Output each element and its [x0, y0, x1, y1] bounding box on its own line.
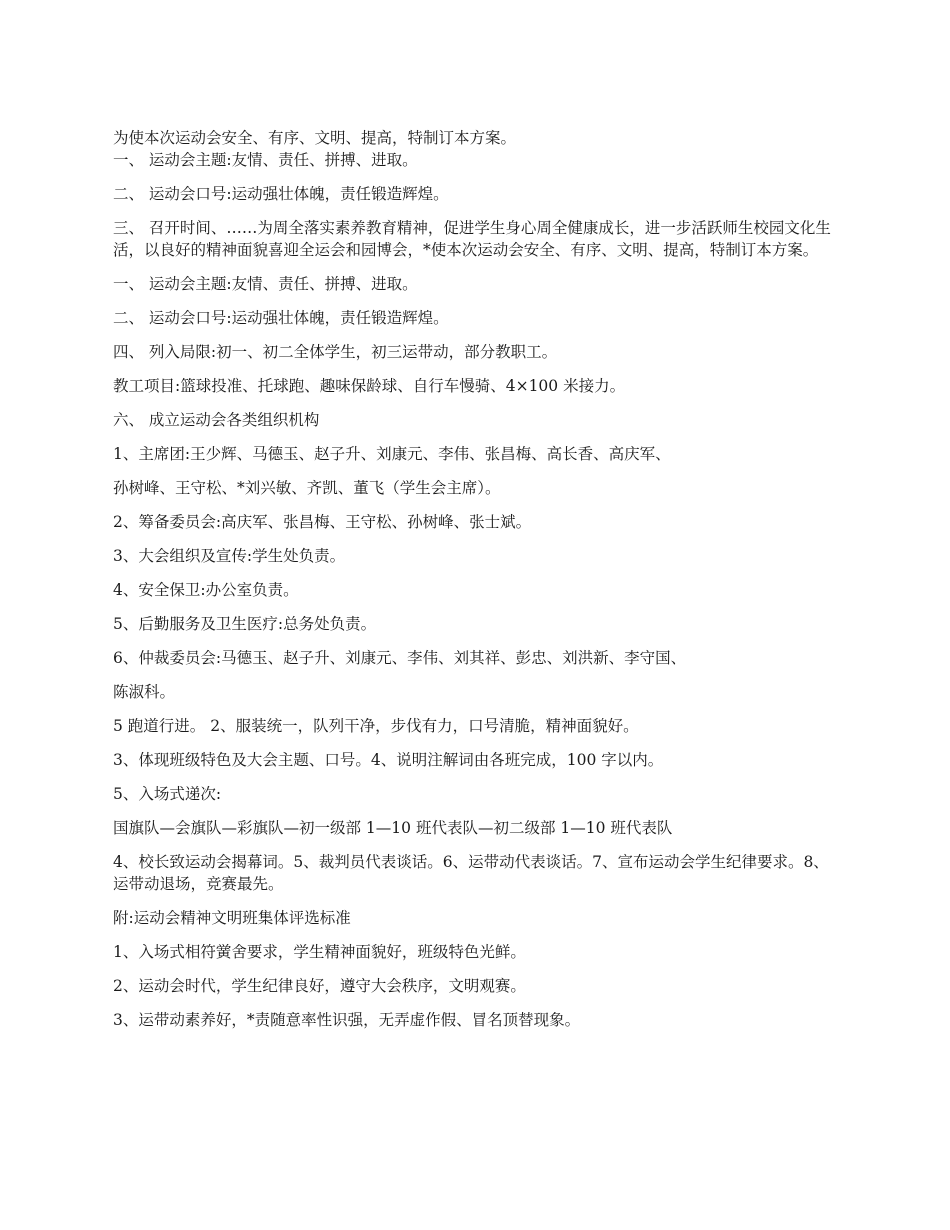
theme-paragraph: 一、 运动会主题:友情、责任、拼搏、进取。	[113, 151, 418, 169]
document-body	[113, 127, 843, 1043]
presidium-line-2: 孙树峰、王守松、*刘兴敏、齐凯、董飞（学生会主席）。	[113, 479, 501, 497]
arbitration-line-2: 陈淑科。	[113, 683, 176, 701]
staff-events-paragraph: 教工项目:篮球投准、托球跑、趣味保龄球、自行车慢骑、4×100 米接力。	[113, 377, 626, 395]
appendix-heading: 附:运动会精神文明班集体评选标准	[113, 909, 351, 927]
scope-paragraph: 四、 列入局限:初一、初二全体学生，初三运带动，部分教职工。	[113, 343, 558, 361]
time-paragraph: 三、 召开时间、……为周全落实素养教育精神，促进学生身心周全健康成长，进一步活跃师生校园文化生活，以良好的精神面貌喜迎全运会和园博会，*使本次运动会安全、有序、文明、提高，特制订本方案。	[113, 219, 831, 259]
march-paragraph: 5 跑道行进。 2、服装统一，队列干净，步伐有力，口号清脆，精神面貌好。	[113, 717, 639, 735]
theme-paragraph-repeat: 一、 运动会主题:友情、责任、拼搏、进取。	[113, 275, 418, 293]
criteria-item-3: 3、运带动素养好，*责随意率性识强，无弄虚作假、冒名顶替现象。	[113, 1011, 581, 1029]
entrance-order-paragraph: 国旗队—会旗队—彩旗队—初一级部 1—10 班代表队—初二级部 1—10 班代表队	[113, 819, 673, 837]
slogan-paragraph: 二、 运动会口号:运动强壮体魄，责任锻造辉煌。	[113, 185, 449, 203]
criteria-item-1: 1、入场式相符黉舍要求，学生精神面貌好，班级特色光鲜。	[113, 943, 526, 961]
entrance-order-heading: 5、入场式递次:	[113, 785, 222, 803]
logistics-paragraph: 5、后勤服务及卫生医疗:总务处负责。	[113, 615, 377, 633]
presidium-line-1: 1、主席团:王少辉、马德玉、赵子升、刘康元、李伟、张昌梅、高长香、高庆军、	[113, 445, 671, 463]
organization-heading: 六、 成立运动会各类组织机构	[113, 411, 320, 429]
arbitration-line-1: 6、仲裁委员会:马德玉、赵子升、刘康元、李伟、刘其祥、彭忠、刘洪新、李守国、	[113, 649, 687, 667]
criteria-item-2: 2、运动会时代，学生纪律良好，遵守大会秩序，文明观赛。	[113, 977, 526, 995]
class-feature-paragraph: 3、体现班级特色及大会主题、口号。4、说明注解词由各班完成，100 字以内。	[113, 751, 664, 769]
publicity-paragraph: 3、大会组织及宣传:学生处负责。	[113, 547, 346, 565]
security-paragraph: 4、安全保卫:办公室负责。	[113, 581, 299, 599]
ceremony-paragraph: 4、校长致运动会揭幕词。5、裁判员代表谈话。6、运带动代表谈话。7、宣布运动会学生纪律要求。8、运带动退场，竞赛最先。	[113, 853, 829, 893]
slogan-paragraph-repeat: 二、 运动会口号:运动强壮体魄，责任锻造辉煌。	[113, 309, 449, 327]
preparatory-committee-paragraph: 2、筹备委员会:高庆军、张昌梅、王守松、孙树峰、张士斌。	[113, 513, 532, 531]
intro-paragraph: 为使本次运动会安全、有序、文明、提高，特制订本方案。	[113, 129, 517, 147]
